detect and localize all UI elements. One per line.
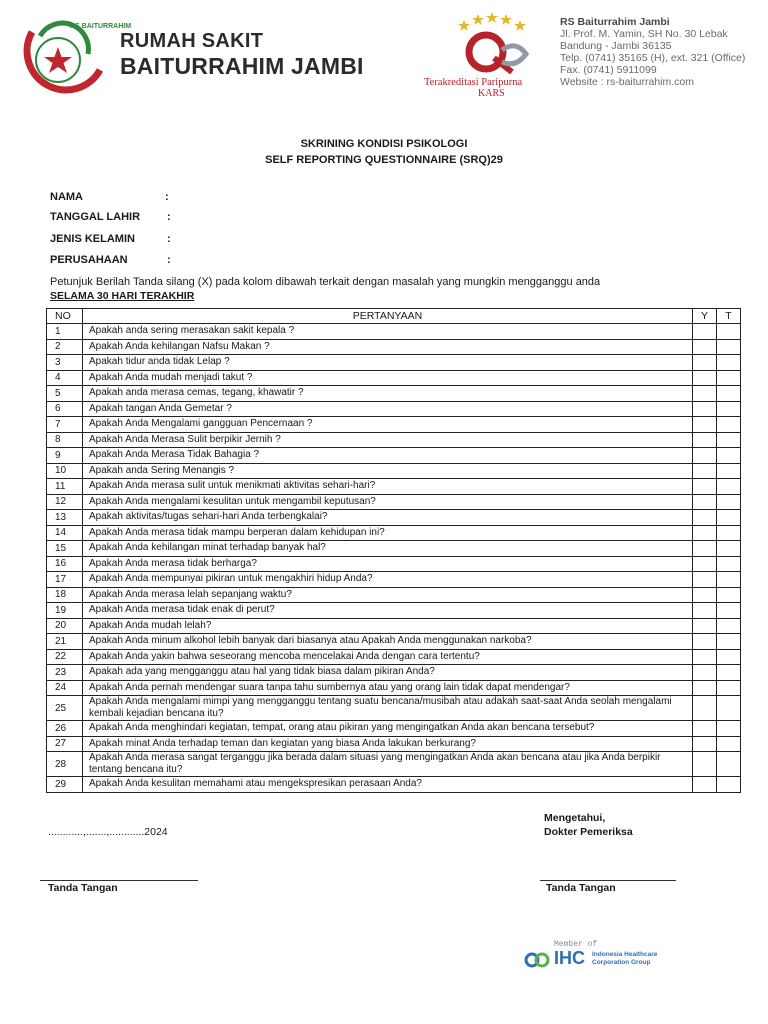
question-number: 1 (47, 324, 83, 340)
question-number: 9 (47, 448, 83, 464)
answer-no-cell[interactable] (717, 355, 741, 371)
question-number: 23 (47, 665, 83, 681)
table-row (47, 370, 741, 386)
answer-no-cell[interactable] (717, 463, 741, 479)
question-number: 29 (47, 777, 83, 793)
answer-yes-cell[interactable] (693, 777, 717, 793)
member-of-text: Member of (554, 940, 598, 949)
hospital-name-line1: RUMAH SAKIT (120, 30, 264, 52)
answer-yes-cell[interactable] (693, 355, 717, 371)
table-row (47, 541, 741, 557)
answer-yes-cell[interactable] (693, 752, 717, 777)
answer-yes-cell[interactable] (693, 696, 717, 721)
table-row (47, 324, 741, 340)
table-row (47, 339, 741, 355)
question-number: 24 (47, 680, 83, 696)
table-row (47, 696, 741, 721)
answer-no-cell[interactable] (717, 386, 741, 402)
stars-icon (458, 12, 526, 31)
question-number: 5 (47, 386, 83, 402)
question-number: 25 (47, 696, 83, 721)
table-row (47, 665, 741, 681)
table-row (47, 680, 741, 696)
question-text: Apakah tidur anda tidak Lelap ? (83, 355, 693, 371)
question-number: 8 (47, 432, 83, 448)
question-text: Apakah aktivitas/tugas sehari-hari Anda terbengkalai? (83, 510, 693, 526)
answer-yes-cell[interactable] (693, 556, 717, 572)
question-text: Apakah Anda mengalami kesulitan untuk mengambil keputusan? (83, 494, 693, 510)
question-text: Apakah minat Anda terhadap teman dan kegiatan yang biasa Anda lakukan berkurang? (83, 736, 693, 752)
answer-no-cell[interactable] (717, 417, 741, 433)
question-text: Apakah Anda pernah mendengar suara tanpa tahu sumbernya atau yang orang lain tidak dapat mendengar? (83, 680, 693, 696)
question-number: 14 (47, 525, 83, 541)
table-row (47, 752, 741, 777)
answer-no-cell[interactable] (717, 339, 741, 355)
answer-yes-cell[interactable] (693, 324, 717, 340)
answer-yes-cell[interactable] (693, 634, 717, 650)
question-text: Apakah Anda Mengalami gangguan Pencernaan ? (83, 417, 693, 433)
table-header-row (47, 309, 741, 324)
table-row (47, 603, 741, 619)
answer-no-cell[interactable] (717, 752, 741, 777)
ihc-company-name (592, 951, 657, 967)
question-text: Apakah Anda Merasa Tidak Bahagia ? (83, 448, 693, 464)
answer-no-cell[interactable] (717, 541, 741, 557)
signature-label-left: Tanda Tangan (48, 882, 118, 894)
gender-colon: : (167, 233, 171, 245)
question-text: Apakah Anda merasa sangat terganggu jika berada dalam situasi yang mengingatkan Anda akan bencana atau jika Anda berpikir tentang bencana itu? (83, 752, 693, 777)
header-question: PERTANYAAN (83, 309, 693, 324)
answer-no-cell[interactable] (717, 401, 741, 417)
question-number: 4 (47, 370, 83, 386)
answer-yes-cell[interactable] (693, 494, 717, 510)
question-text: Apakah Anda Merasa Sulit berpikir Jernih ? (83, 432, 693, 448)
accreditation-text: Terakreditasi Paripurna (424, 77, 523, 88)
answer-no-cell[interactable] (717, 736, 741, 752)
answer-yes-cell[interactable] (693, 541, 717, 557)
table-row (47, 525, 741, 541)
answer-no-cell[interactable] (717, 587, 741, 603)
question-text: Apakah Anda merasa tidak enak di perut? (83, 603, 693, 619)
question-number: 28 (47, 752, 83, 777)
ihc-name-line1: Indonesia Healthcare (592, 951, 658, 958)
examiner-label: Dokter Pemeriksa (544, 826, 633, 838)
question-text: Apakah Anda mempunyai pikiran untuk mengakhiri hidup Anda? (83, 572, 693, 588)
kars-accreditation-logo (446, 10, 536, 78)
answer-no-cell[interactable] (717, 649, 741, 665)
answer-no-cell[interactable] (717, 494, 741, 510)
question-number: 16 (47, 556, 83, 572)
answer-yes-cell[interactable] (693, 572, 717, 588)
table-row (47, 777, 741, 793)
document-subtitle: SELF REPORTING QUESTIONNAIRE (SRQ)29 (265, 154, 503, 166)
answer-no-cell[interactable] (717, 448, 741, 464)
table-row (47, 618, 741, 634)
table-row (47, 448, 741, 464)
answer-yes-cell[interactable] (693, 680, 717, 696)
address-line: Bandung - Jambi 36135 (560, 40, 672, 52)
table-row (47, 736, 741, 752)
question-number: 19 (47, 603, 83, 619)
acknowledged-label: Mengetahui, (544, 812, 606, 824)
signature-line-right (540, 880, 676, 881)
answer-no-cell[interactable] (717, 324, 741, 340)
company-label: PERUSAHAAN (50, 254, 128, 266)
birthdate-colon: : (167, 211, 171, 223)
question-text: Apakah anda merasa cemas, tegang, khawatir ? (83, 386, 693, 402)
table-row (47, 463, 741, 479)
answer-no-cell[interactable] (717, 634, 741, 650)
answer-yes-cell[interactable] (693, 479, 717, 495)
answer-yes-cell[interactable] (693, 525, 717, 541)
question-number: 18 (47, 587, 83, 603)
table-row (47, 479, 741, 495)
table-row (47, 572, 741, 588)
table-row (47, 649, 741, 665)
question-number: 2 (47, 339, 83, 355)
answer-no-cell[interactable] (717, 370, 741, 386)
question-text: Apakah Anda merasa tidak mampu berperan dalam kehidupan ini? (83, 525, 693, 541)
question-text: Apakah Anda merasa lelah sepanjang waktu? (83, 587, 693, 603)
table-row (47, 587, 741, 603)
answer-no-cell[interactable] (717, 721, 741, 737)
question-number: 20 (47, 618, 83, 634)
question-number: 21 (47, 634, 83, 650)
address-line: Jl. Prof. M. Yamin, SH No. 30 Lebak (560, 28, 728, 40)
question-number: 22 (47, 649, 83, 665)
question-number: 15 (47, 541, 83, 557)
question-number: 26 (47, 721, 83, 737)
answer-yes-cell[interactable] (693, 370, 717, 386)
question-text: Apakah Anda kehilangan minat terhadap banyak hal? (83, 541, 693, 557)
header-yes: Y (693, 309, 717, 324)
answer-yes-cell[interactable] (693, 649, 717, 665)
answer-no-cell[interactable] (717, 572, 741, 588)
logo-ring-text: RS BAITURRAHIM (70, 23, 132, 30)
ihc-member-logo (524, 940, 684, 980)
question-number: 10 (47, 463, 83, 479)
answer-no-cell[interactable] (717, 603, 741, 619)
question-text: Apakah tangan Anda Gemetar ? (83, 401, 693, 417)
table-row (47, 417, 741, 433)
table-body (47, 324, 741, 793)
question-text: Apakah ada yang mengganggu atau hal yang tidak biasa dalam pikiran Anda? (83, 665, 693, 681)
question-text: Apakah Anda menghindari kegiatan, tempat, orang atau pikiran yang mengingatkan Anda akan bencana tersebut? (83, 721, 693, 737)
question-text: Apakah anda sering merasakan sakit kepala ? (83, 324, 693, 340)
table-row (47, 401, 741, 417)
question-number: 11 (47, 479, 83, 495)
table-row (47, 386, 741, 402)
birthdate-label: TANGGAL LAHIR (50, 211, 141, 223)
question-number: 17 (47, 572, 83, 588)
answer-yes-cell[interactable] (693, 417, 717, 433)
answer-yes-cell[interactable] (693, 463, 717, 479)
question-text: Apakah Anda mengalami mimpi yang mengganggu tentang suatu bencana/musibah atau adakah saat-saat Anda seolah mengalami kembali kejadian bencana itu? (83, 696, 693, 721)
question-number: 27 (47, 736, 83, 752)
question-number: 3 (47, 355, 83, 371)
answer-yes-cell[interactable] (693, 665, 717, 681)
accreditation-kars: KARS (478, 88, 505, 99)
table-row (47, 355, 741, 371)
instructions-period: SELAMA 30 HARI TERAKHIR (50, 290, 195, 302)
answer-yes-cell[interactable] (693, 339, 717, 355)
address-website: Website : rs-baiturrahim.com (560, 76, 695, 88)
table-row (47, 432, 741, 448)
question-text: Apakah Anda kehilangan Nafsu Makan ? (83, 339, 693, 355)
question-text: Apakah Anda merasa sulit untuk menikmati aktivitas sehari-hari? (83, 479, 693, 495)
question-text: Apakah Anda yakin bahwa seseorang mencoba mencelakai Anda dengan cara tertentu? (83, 649, 693, 665)
answer-yes-cell[interactable] (693, 603, 717, 619)
answer-no-cell[interactable] (717, 525, 741, 541)
question-number: 6 (47, 401, 83, 417)
answer-no-cell[interactable] (717, 479, 741, 495)
answer-yes-cell[interactable] (693, 432, 717, 448)
signature-line-left (40, 880, 198, 881)
gender-label: JENIS KELAMIN (50, 233, 135, 245)
ihc-wordmark: IHC (554, 948, 585, 968)
question-text: Apakah anda Sering Menangis ? (83, 463, 693, 479)
answer-yes-cell[interactable] (693, 401, 717, 417)
answer-no-cell[interactable] (717, 510, 741, 526)
header-no: NO (47, 309, 83, 324)
ihc-emblem-icon (524, 948, 552, 972)
answer-no-cell[interactable] (717, 665, 741, 681)
hospital-logo (10, 14, 132, 98)
table-row (47, 494, 741, 510)
question-text: Apakah Anda minum alkohol lebih banyak dari biasanya atau Apakah Anda menggunakan narkoba? (83, 634, 693, 650)
address-title: RS Baiturrahim Jambi (560, 16, 670, 28)
company-colon: : (167, 254, 171, 266)
table-row (47, 721, 741, 737)
answer-yes-cell[interactable] (693, 721, 717, 737)
answer-no-cell[interactable] (717, 680, 741, 696)
question-text: Apakah Anda mudah lelah? (83, 618, 693, 634)
answer-no-cell[interactable] (717, 432, 741, 448)
srq-table (46, 308, 741, 793)
hospital-address (560, 16, 745, 88)
ihc-name-line2: Corporation Group (592, 959, 651, 966)
answer-no-cell[interactable] (717, 618, 741, 634)
header-no-answer: T (717, 309, 741, 324)
question-number: 12 (47, 494, 83, 510)
question-text: Apakah Anda kesulitan memahami atau mengekspresikan perasaan Anda? (83, 777, 693, 793)
hospital-name-line2: BAITURRAHIM JAMBI (120, 53, 364, 79)
address-phone: Telp. (0741) 35165 (H), ext. 321 (Office) (560, 52, 746, 64)
answer-yes-cell[interactable] (693, 448, 717, 464)
answer-yes-cell[interactable] (693, 618, 717, 634)
answer-no-cell[interactable] (717, 696, 741, 721)
answer-yes-cell[interactable] (693, 736, 717, 752)
answer-yes-cell[interactable] (693, 386, 717, 402)
date-field: ............,.......,............2024 (48, 826, 168, 838)
answer-yes-cell[interactable] (693, 587, 717, 603)
question-number: 7 (47, 417, 83, 433)
signature-label-right: Tanda Tangan (546, 882, 616, 894)
address-fax: Fax. (0741) 5911099 (560, 64, 657, 76)
answer-no-cell[interactable] (717, 556, 741, 572)
answer-yes-cell[interactable] (693, 510, 717, 526)
table-row (47, 510, 741, 526)
document-title: SKRINING KONDISI PSIKOLOGI (300, 138, 468, 150)
table-row (47, 556, 741, 572)
question-text: Apakah Anda mudah menjadi takut ? (83, 370, 693, 386)
question-text: Apakah Anda merasa tidak berharga? (83, 556, 693, 572)
answer-no-cell[interactable] (717, 777, 741, 793)
table-row (47, 634, 741, 650)
name-colon: : (165, 191, 169, 203)
instructions-text: Petunjuk Berilah Tanda silang (X) pada kolom dibawah terkait dengan masalah yang mungkin mengganggu anda (50, 276, 601, 288)
question-number: 13 (47, 510, 83, 526)
name-label: NAMA (50, 191, 83, 203)
